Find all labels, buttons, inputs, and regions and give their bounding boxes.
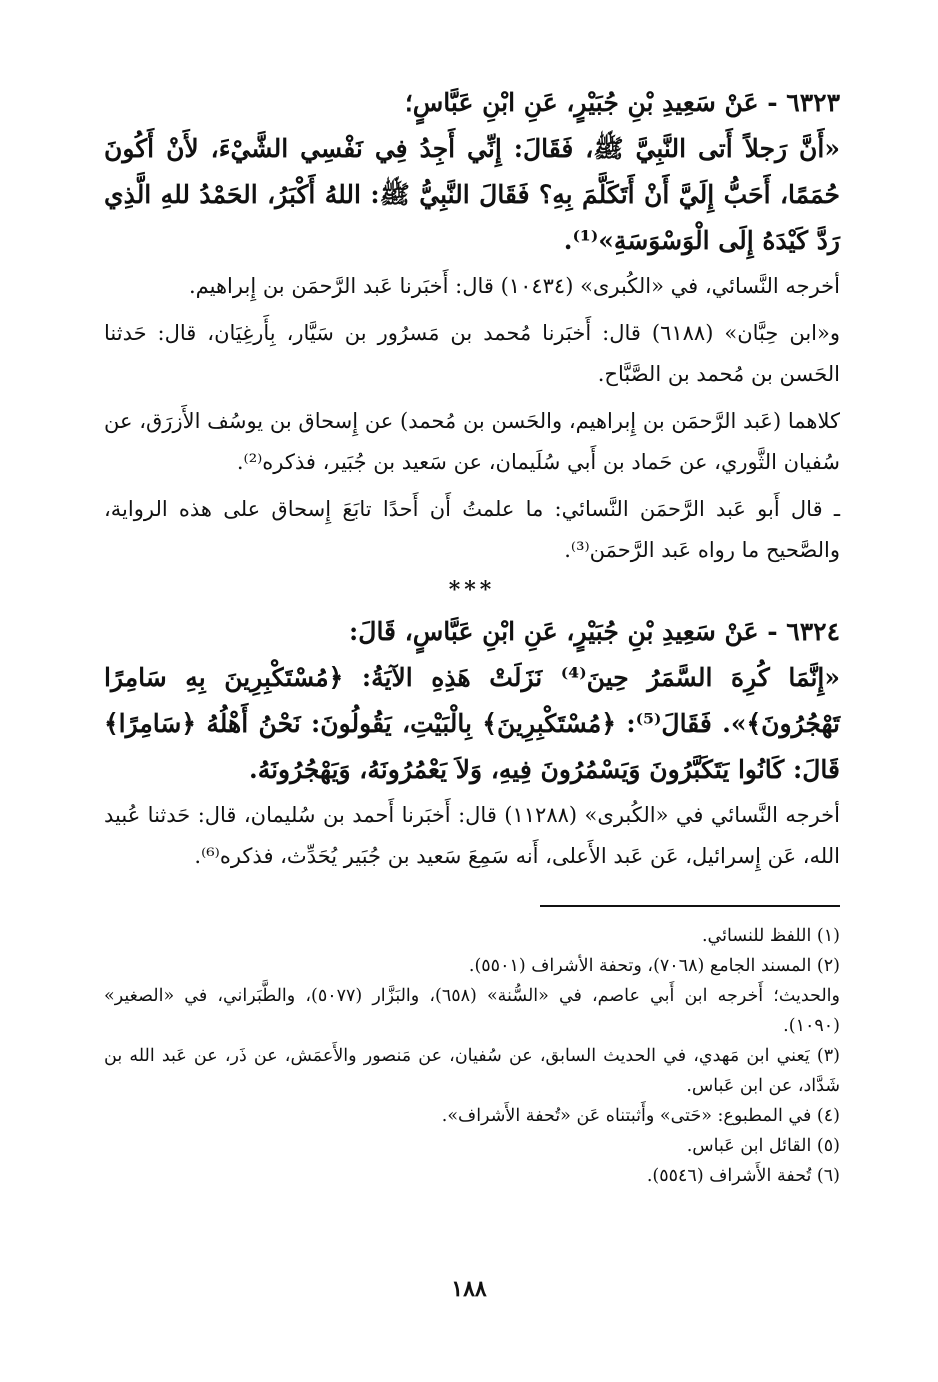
hadith-6323-takhrij-1: أخرجه النَّسائي، في «الكُبرى» (١٠٤٣٤) قال: أَخبَرنا عَبد الرَّحمَن بن إِبراهيم. <box>188 274 840 298</box>
footnote-2: (٢) المسند الجامع (٧٠٦٨)، وتحفة الأشراف (٥٥٠١). <box>468 956 840 976</box>
section-separator: *** <box>448 577 496 603</box>
hadith-6323-takhrij-4: ـ قال أَبو عَبد الرَّحمَن النَّسائي: ما علمتُ أَن أَحدًا تابَعَ إِسحاق على هذه الرواية، والصَّحيح ما رواه عَبد الرَّحمَن⁽³⁾. <box>104 497 840 562</box>
hadith-6323-takhrij-3: كلاهما (عَبد الرَّحمَن بن إِبراهيم، والحَسن بن مُحمد) عن إِسحاق بن يوسُف الأَزرَق، عن سُفيان الثَّوري، عن حَماد بن أَبي سُلَيمان، عن سَعيد بن جُبَير، فذكره⁽²⁾. <box>104 409 840 474</box>
footnote-5: (٥) القائل ابن عَباس. <box>686 1136 840 1156</box>
page-body <box>104 80 840 1191</box>
footnotes <box>104 921 840 1191</box>
footnote-divider <box>540 905 840 907</box>
page-number: ١٨٨ <box>451 1276 487 1302</box>
hadith-6323-text: «أَنَّ رَجلاً أَتى النَّبِيَّ ﷺ، فَقَالَ: إِنِّي أَجِدُ فِي نَفْسِي الشَّيْءَ، لأَنْ أَكُونَ حُمَمًا، أَحَبُّ إِلَيَّ أَنْ أَتَكَلَّمَ بِهِ؟ فَقَالَ النَّبِيُّ ﷺ: اللهُ أَكْبَرُ، الحَمْدُ للهِ الَّذِي رَدَّ كَيْدَهُ إِلَى الْوَسْوَسَةِ»⁽¹⁾. <box>104 134 840 255</box>
footnote-1: (١) اللفظ للنسائي. <box>701 926 840 946</box>
hadith-6323-takhrij-2: و«ابن حِبَّان» (٦١٨٨) قال: أَخبَرنا مُحمد بن مَسرُور بن سَيَّار، بِأَرغِيَان، قال: حَدثنا الحَسن بن مُحمد بن الصَّبَّاح. <box>104 321 841 386</box>
footnote-2-continuation: والحديث؛ أَخرجه ابن أَبي عاصم، في «السُّنة» (٦٥٨)، والبَزَّار (٥٠٧٧)، والطَّبَراني، في «الصغير» (١٠٩٠). <box>104 986 840 1036</box>
footnote-6: (٦) تُحفة الأَشراف (٥٥٤٦). <box>646 1166 840 1186</box>
hadith-6324-takhrij-1: أخرجه النَّسائي في «الكُبرى» (١١٢٨٨) قال: أَخبَرنا أَحمد بن سُليمان، قال: حَدثنا عُبيد الله، عَن إِسرائيل، عَن عَبد الأَعلى، أَنه سَمِعَ سَعيد بن جُبَير يُحَدِّث، فذكره⁽⁶⁾. <box>104 803 840 868</box>
hadith-6323-heading: ٦٣٢٣ - عَنْ سَعِيدِ بْنِ جُبَيْرٍ، عَنِ ابْنِ عَبَّاسٍ؛ <box>404 88 840 117</box>
hadith-6324-heading: ٦٣٢٤ - عَنْ سَعِيدِ بْنِ جُبَيْرٍ، عَنِ ابْنِ عَبَّاسٍ، قَالَ: <box>349 617 840 646</box>
hadith-6324-text: «إِنَّمَا كُرِهَ السَّمَرُ حِينَ⁽⁴⁾ نَزَلَتْ هَذِهِ الآيَةُ: ﴿مُسْتَكْبِرِينَ بِهِ سَامِرًا تَهْجُرُونَ﴾». فَقَالَ⁽⁵⁾: ﴿مُسْتَكْبِرِينَ﴾ بِالْبَيْتِ، يَقُولُونَ: نَحْنُ أَهْلُهُ ﴿سَامِرًا﴾ قَالَ: كَانُوا يَتَكَبَّرُونَ وَيَسْمُرُونَ فِيهِ، وَلاَ يَعْمُرُونَهُ، وَيَهْجُرُونَهُ. <box>104 663 841 784</box>
footnote-3: (٣) يَعني ابن مَهدي، في الحديث السابق، عن سُفيان، عن مَنصور والأَعمَش، عن ذَر، عن عَبد الله بن شَدَّاد، عن ابن عَباس. <box>104 1046 840 1096</box>
footnote-4: (٤) في المطبوع: «حَتى» وأَثبتناه عَن «تُحفة الأَشراف». <box>441 1106 840 1126</box>
